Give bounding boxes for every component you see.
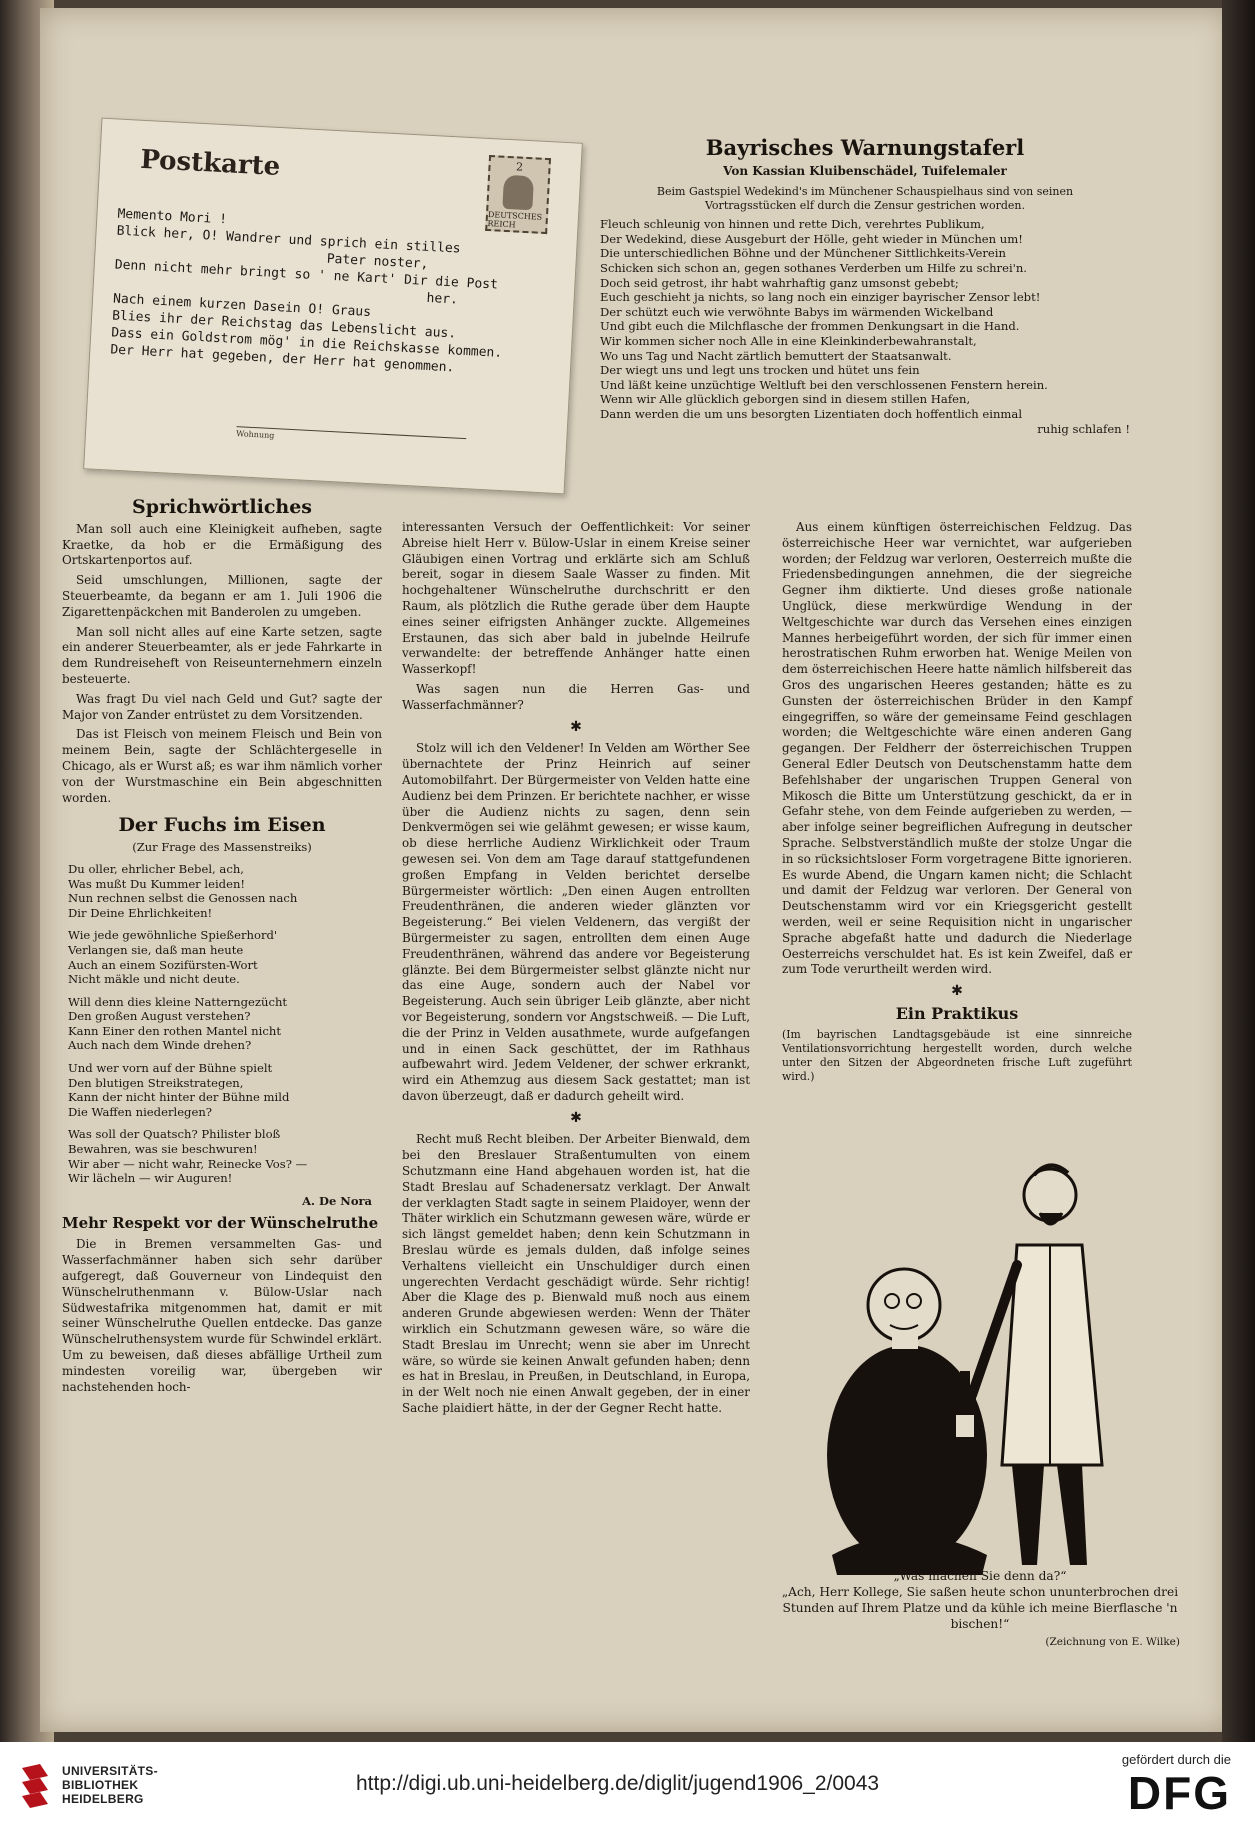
poem-stanza (68, 1061, 382, 1119)
poem-line: Bewahren, was sie beschwuren! (68, 1142, 258, 1157)
poem-line: Der schützt euch wie verwöhnte Babys im wärmenden Wickelband (600, 304, 994, 319)
poem-line: Auch an einem Sozifürsten-Wort (68, 957, 258, 972)
tall-man-figure (972, 1165, 1102, 1565)
respekt-continuation: interessanten Versuch der Oeffentlichkeit: Vor seiner Abreise hielt Herr v. Bülow-Uslar in einem Kreise seiner Gläubigen einen Vortrag und erklärte sich am Schluß bereit, sogar in diesem Saale Wasser zu finden. Mit hochgehaltener Wünschelruthe durchschritt er den Raum, als plötzlich die Ruthe gerade über dem Haupte eines seiner eifrigsten Anhänger zuckte. Allgemeines Erstaunen, das sich aber bald in jubelnde Heilrufe verwandelte: der betreffende Anhänger hatte einen Wasserkopf! (402, 520, 750, 677)
poem-line: Was mußt Du Kummer leiden! (68, 876, 246, 891)
separator-star: ✱ (951, 983, 963, 1000)
cartoon-caption (780, 1568, 1180, 1650)
document-url[interactable]: http://digi.ub.uni-heidelberg.de/diglit/jugend1906_2/0043 (356, 1772, 880, 1795)
poem-stanza (68, 862, 382, 920)
fuchs-poem (62, 862, 382, 1186)
praktikus-subtitle: (Im bayrischen Landtagsgebäude ist eine sinnreiche Ventilationsvorrichtung hergestellt worden, durch welche unter den Sitzen der Abgeordneten frische Luft zugeführt wird.) (782, 1027, 1132, 1083)
fuchs-signature: A. De Nora (302, 1193, 372, 1208)
proverb-paragraph: Seid umschlungen, Millionen, sagte der Steuerbeamte, da begann er am 1. Juli 1906 die Zigarettenpäckchen mit Banderolen zu umgeben. (62, 573, 382, 619)
page-edge (1222, 0, 1255, 1742)
poem-line: Du oller, ehrlicher Bebel, ach, (68, 861, 244, 876)
left-column (62, 496, 382, 1399)
poem-line: Wie jede gewöhnliche Spießerhord' (68, 928, 278, 943)
germania-icon (502, 174, 534, 210)
poem-line: Wir kommen sicher noch Alle in eine Kleinkinderbewahranstalt, (600, 333, 977, 348)
poem-line: Doch seid getrost, ihr habt wahrhaftig ganz umsonst gebebt; (600, 275, 959, 290)
fuchs-subtitle: (Zur Frage des Massenstreiks) (132, 840, 312, 855)
library-line: UNIVERSITÄTS- (62, 1764, 158, 1778)
separator-star: ✱ (570, 1109, 582, 1126)
fuchs-title: Der Fuchs im Eisen (118, 814, 326, 837)
poem-stanza (68, 928, 382, 986)
warnungstaferl-poem (600, 217, 1130, 436)
respekt-paragraph: Die in Bremen versammelten Gas- und Wasserfachmänner haben sich sehr darüber aufgeregt, daß Gouverneur von Lindequist den Wünschelruthenmann v. Bülow-Uslar nach Südwestafrika mitgenommen hat, damit er mit seiner Wünschelruthe Quellen entdecke. Das ganze Wünschelruthensystem wurde für Schwindel erklärt. Um zu beweisen, daß dieses abfällige Urtheil zum mindesten voreilig war, übergeben wir nachstehenden hoch- (62, 1237, 382, 1394)
proverb-paragraph: Man soll auch eine Kleinigkeit aufheben, sagte Kraetke, da hob er die Ermäßigung des Ortskartenportos auf. (62, 521, 382, 568)
stamp-label: DEUTSCHES REICH (487, 209, 543, 229)
proverb-paragraph: Man soll nicht alles auf eine Karte setzen, sagte ein anderer Steuerbeamter, als er jede Fahrkarte in dem Rundreiseheft von Reiseunternehmern einzeln besteuerte. (62, 624, 382, 686)
dfg-wordmark: DFG (1127, 1767, 1231, 1819)
sprichwoertliches-title: Sprichwörtliches (131, 496, 313, 518)
recht-paragraph: Recht muß Recht bleiben. Der Arbeiter Bienwald, dem bei den Breslauer Straßentumulten von einem Schutzmann eine Hand abgehauen worden ist, hat die Stadt Breslau auf Schadenersatz verklagt. Der Anwalt der verklagten Stadt sagte in seinem Plaidoyer, wenn der Thäter wirklich ein Schutzmann gewesen wäre, würde er sich längst gemeldet haben; denn kein Schutzmann in Breslau würde es jemals dulden, daß infolge seines Verhaltens vielleicht ein Unschuldiger durch einen ungerechten Verdacht geschädigt würde. Sehr richtig! Aber die Klage des p. Bienwald muß noch aus einem anderen Grunde abgewiesen werden: Wenn der Thäter wirklich ein Schutzmann gewesen wäre, so wäre die Stadt Breslau im Unrecht; wenn sie aber im Unrecht wäre, so würde sie keinen Anwalt gefunden haben; denn es hat in Breslau, in Preußen, in Deutschland, in Europa, in der Welt noch nie einen Anwalt gegeben, der in einer Sache plaidiert hätte, in der der Gegner Recht hatte. (402, 1132, 750, 1416)
poem-line: Den großen August verstehen? (68, 1009, 251, 1024)
poem-line: Dir Deine Ehrlichkeiten! (68, 905, 213, 920)
postcard-title: Postkarte (139, 144, 281, 183)
funding-text: gefördert durch die (1121, 1752, 1231, 1767)
veldener-paragraph: Stolz will ich den Veldener! In Velden am Wörther See übernachtete der Prinz Heinrich auf seiner Automobilfahrt. Der Bürgermeister von Velden hatte eine Audienz bei dem Prinzen. Er berichtete nachher, er wisse über die Audienz nichts zu sagen, denn sein Denkvermögen sei wie gelähmt gewesen; er wisse kaum, ob diese herrliche Audienz Wirklichkeit oder Traum gewesen sei. Von dem am Tage darauf stattgefundenen großen Empfang in Velden berichtet derselbe Bürgermeister wörtlich: „Den einen Augen entrollten Freudenthränen, die anderen wieder glänzten vor Begeisterung.“ Bei vielen Veldenern, das vergißt der Bürgermeister zu sagen, entrollten dem einen Auge Freudenthränen, während das andere vor Begeisterung glänzte. Bei dem Bürgermeister selbst glänzte nicht nur das eine Auge, sondern auch der Nabel vor Begeisterung. Auch sein übriger Leib glänzte, aber nicht vor Begeisterung, sondern vor Angstschweiß. — Die Luft, die der Prinz in Velden ausathmete, wurde aufgefangen und in einen Sack geschüttet, der im Rathhaus aufbewahrt wird. Jedem Veldener, der schwer erkrankt, wird ein Athemzug aus diesem Sack gestattet; man ist davon überzeugt, daß er dadurch geheilt wird. (402, 741, 750, 1103)
warnungstaferl-article (600, 135, 1130, 436)
poem-line: Der wiegt uns und legt uns trocken und hütet uns fein (600, 363, 920, 378)
feldzug-paragraph: Aus einem künftigen österreichischen Feldzug. Das österreichische Heer war vernichtet, war aufgerieben worden; der Feldzug war verloren, Oesterreich mußte die Friedensbedingungen annehmen, die der siegreiche Gegner ihm diktierte. Und dieses große nationale Unglück, diese merkwürdige Wendung in der Weltgeschichte war durch das Versehen eines einzigen Mannes herbeigeführt worden, der sich für immer einen herostratischen Ruhm erworben hat. Wenige Meilen von dem österreichischen Heere hatte nämlich hilfsbereit das Gros des ungarischen Heeres gestanden; hätte es zu Gunsten der österreichischen Brüder in den Kampf eingegriffen, so wäre der gemeinsame Feind geschlagen worden; die Weltgeschichte wäre einen anderen Gang gegangen. Der Feldherr der österreichischen Truppen General Edler Deutsch von Deutschenstamm hatte dem Befehlshaber der ungarischen Truppen General von Mikosch die Bitte um Unterstützung geschickt, da er in Gefahr stehe, von dem Feinde aufgerieben zu werden, — aber infolge seiner begreiflichen Aufregung in deutscher Sprache. Selbstverständlich mußte der stolze Ungar die in so rücksichtsloser Form vorgetragene Bitte ignorieren. Es wurde Abend, die Ungarn kamen nicht; die Schlacht und damit der Feldzug war verloren. Der General von Deutschenstamm wird vor ein Kriegsgericht gestellt werden, weil er seine Requisition nicht in ungarischer Sprache abgefaßt hatte und dadurch die Niederlage Oesterreichs verschuldet hat. Es ist kein Zweifel, daß er zum Tode verurtheilt werden wird. (782, 520, 1132, 977)
praktikus-title: Ein Praktikus (895, 1003, 1019, 1023)
poem-line: Wo uns Tag und Nacht zärtlich bemuttert der Staatsanwalt. (600, 348, 952, 363)
cartoon-credit: (Zeichnung von E. Wilke) (1045, 1636, 1180, 1648)
respekt-title: Mehr Respekt vor der Wünschelruthe (62, 1213, 379, 1232)
poem-line: Nicht mäkle und nicht deute. (68, 972, 240, 987)
poem-line: ruhig schlafen ! (1037, 421, 1130, 436)
poem-line: Die unterschiedlichen Böhne und der Münchener Sittlichkeits-Verein (600, 246, 1006, 261)
poem-line: Fleuch schleunig von hinnen und rette Dich, verehrtes Publikum, (600, 217, 985, 232)
poem-line: Und wer vorn auf der Bühne spielt (68, 1061, 273, 1076)
library-logo[interactable] (18, 1762, 158, 1808)
viewer-footer (0, 1742, 1255, 1836)
poem-line: Kann Einer den rothen Mantel nicht (68, 1023, 281, 1038)
separator-star: ✱ (570, 718, 582, 735)
poem-line: Dann werden die um uns besorgten Lizentiaten doch hoffentlich einmal (600, 406, 1023, 421)
caption-line-2: „Ach, Herr Kollege, Sie saßen heute schon ununterbrochen drei Stunden auf Ihrem Platze und da kühle ich meine Bierflasche 'n bischen!“ (781, 1585, 1179, 1631)
poem-line: Wenn wir Alle glücklich geborgen sind in diesem stillen Hafen, (600, 392, 971, 407)
poem-line: Euch geschieht ja nichts, so lang noch ein einziger bayrischer Zensor lebt! (600, 290, 1041, 305)
respekt-question: Was sagen nun die Herren Gas- und Wasserfachmänner? (402, 681, 750, 712)
proverb-paragraph: Was fragt Du viel nach Geld und Gut? sagte der Major von Zander entrüstet zu dem Vorsitzenden. (62, 691, 382, 722)
poem-line: Kann der nicht hinter der Bühne mild (68, 1090, 290, 1105)
postage-stamp (485, 155, 551, 234)
postcard-address-line: Wohnung (236, 426, 466, 450)
dfg-logo[interactable] (1122, 1752, 1231, 1819)
poem-line: Der Wedekind, diese Ausgeburt der Hölle, geht wieder in München um! (600, 231, 1023, 246)
proverb-paragraph: Das ist Fleisch von meinem Fleisch und Bein von meinem Bein, sagte der Schlächtergeselle in Chicago, als er Wurst aß; es war ihm nämlich vorher von der Wurstmaschine ein Bein abgeschnitten worden. (62, 727, 382, 805)
poem-line: Den blutigen Streikstrategen, (68, 1075, 244, 1090)
poem-stanza (68, 1127, 382, 1185)
poem-line: Was soll der Quatsch? Philister bloß (68, 1127, 281, 1142)
poem-line: Wir aber — nicht wahr, Reinecke Vos? — (68, 1156, 308, 1171)
library-line: BIBLIOTHEK (62, 1778, 139, 1792)
middle-column (402, 520, 750, 1421)
poem-stanza (68, 995, 382, 1053)
poem-line: Auch nach dem Winde drehen? (68, 1038, 252, 1053)
poem-line: Und gibt euch die Milchflasche der frommen Denkungsart in die Hand. (600, 319, 1020, 334)
postcard-image (83, 118, 583, 495)
poem-line: Schicken sich schon an, gegen sothanes Verderben um Hilfe zu schrei'n. (600, 260, 1027, 275)
warnungstaferl-intro: Beim Gastspiel Wedekind's im Münchener Schauspielhaus sind von seinen Vortragsstücken elf durch die Zensur gestrichen worden. (656, 185, 1074, 213)
right-column (782, 520, 1132, 1090)
poem-line: Verlangen sie, daß man heute (68, 942, 244, 957)
warnungstaferl-author: Von Kassian Kluibenschädel, Tuifelemaler (723, 163, 1007, 178)
caption-line-1: „Was machen Sie denn da?“ (893, 1569, 1067, 1583)
library-line: HEIDELBERG (62, 1792, 144, 1806)
stamp-value: 2 (515, 159, 524, 174)
postcard-text: Memento Mori ! Blick her, O! Wandrer und sprich ein stilles Pater noster, Denn nicht mehr bringt so ' ne Kart' Dir die Post her. Nach einem kurzen Dasein O! Graus Blies ihr der Reichstag das Lebenslicht aus. Dass ein Goldstrom mög' in die Reichskasse kommen. Der Herr hat gegeben, der Herr hat genommen. (110, 206, 503, 376)
poem-line: Will denn dies kleine Natterngezücht (68, 994, 288, 1009)
library-emblem-icon (18, 1762, 52, 1808)
poem-line: Und läßt keine unzüchtige Weltluft bei den verschlossenen Fenstern herein. (600, 377, 1048, 392)
poem-line: Die Waffen niederlegen? (68, 1104, 213, 1119)
warnungstaferl-title: Bayrisches Warnungstaferl (705, 135, 1025, 160)
library-name (62, 1764, 158, 1806)
poem-line: Wir lächeln — wir Auguren! (68, 1171, 233, 1186)
poem-line: Nun rechnen selbst die Genossen nach (68, 891, 298, 906)
cartoon-illustration (812, 1135, 1142, 1580)
